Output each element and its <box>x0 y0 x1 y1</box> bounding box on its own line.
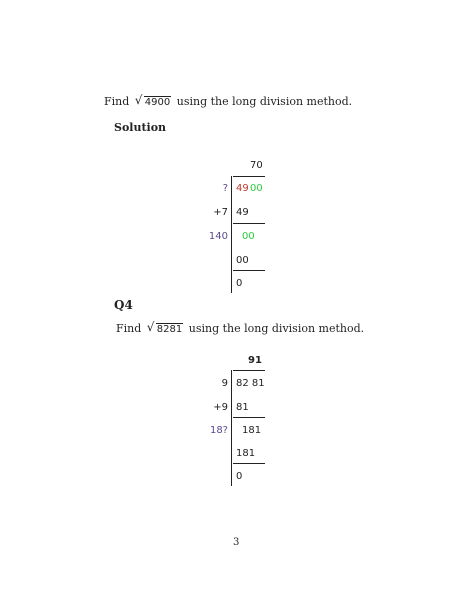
subtrahend-1: 81 <box>236 402 249 413</box>
dividend: 82 81 <box>236 378 265 389</box>
subtraction-line <box>233 417 265 418</box>
subtraction-line <box>233 223 265 224</box>
subtrahend-1: 49 <box>236 207 249 218</box>
problem-2-prefix: Find <box>116 322 142 335</box>
problem-1-suffix: using the long division method. <box>176 95 353 108</box>
division-bar <box>233 370 265 371</box>
problem-1-prefix: Find <box>104 95 130 108</box>
divisor-add: +7 <box>213 207 228 218</box>
divisor-1: 9 <box>221 378 228 389</box>
brought-down-digits: 00 <box>242 231 255 242</box>
dividend-pair-1: 49 <box>236 183 249 194</box>
radical-sign-icon: √ <box>146 320 155 334</box>
division-vertical-line <box>231 176 232 293</box>
divisor-2: 18? <box>209 425 228 436</box>
divisor-1: ? <box>222 183 228 194</box>
subtrahend-2: 00 <box>236 255 249 266</box>
problem-2-radicand: 8281 <box>156 324 183 335</box>
divisor-2: 140 <box>208 231 228 242</box>
problem-2-suffix: using the long division method. <box>188 322 365 335</box>
problem-1-radicand: 4900 <box>144 97 171 108</box>
square-root-expression <box>147 322 183 335</box>
quotient-1: 70 <box>250 160 263 171</box>
page-number: 3 <box>233 537 240 548</box>
division-bar <box>233 176 265 177</box>
divisor-add: +9 <box>213 402 228 413</box>
subtrahend-2: 181 <box>236 448 256 459</box>
remainder-1: 0 <box>236 278 243 289</box>
dividend-pair-2: 00 <box>250 183 263 194</box>
remainder-2: 0 <box>236 471 243 482</box>
solution-label: Solution <box>114 121 167 134</box>
quotient-2: 91 <box>248 355 262 366</box>
question-heading: Q4 <box>114 298 133 312</box>
subtraction-line <box>233 270 265 271</box>
radical-sign-icon: √ <box>134 93 143 107</box>
problem-2-statement <box>116 322 364 335</box>
square-root-expression <box>135 95 171 108</box>
subtraction-line <box>233 463 265 464</box>
problem-1-statement <box>104 95 352 108</box>
brought-down-digits: 181 <box>242 425 262 436</box>
division-vertical-line <box>231 370 232 486</box>
